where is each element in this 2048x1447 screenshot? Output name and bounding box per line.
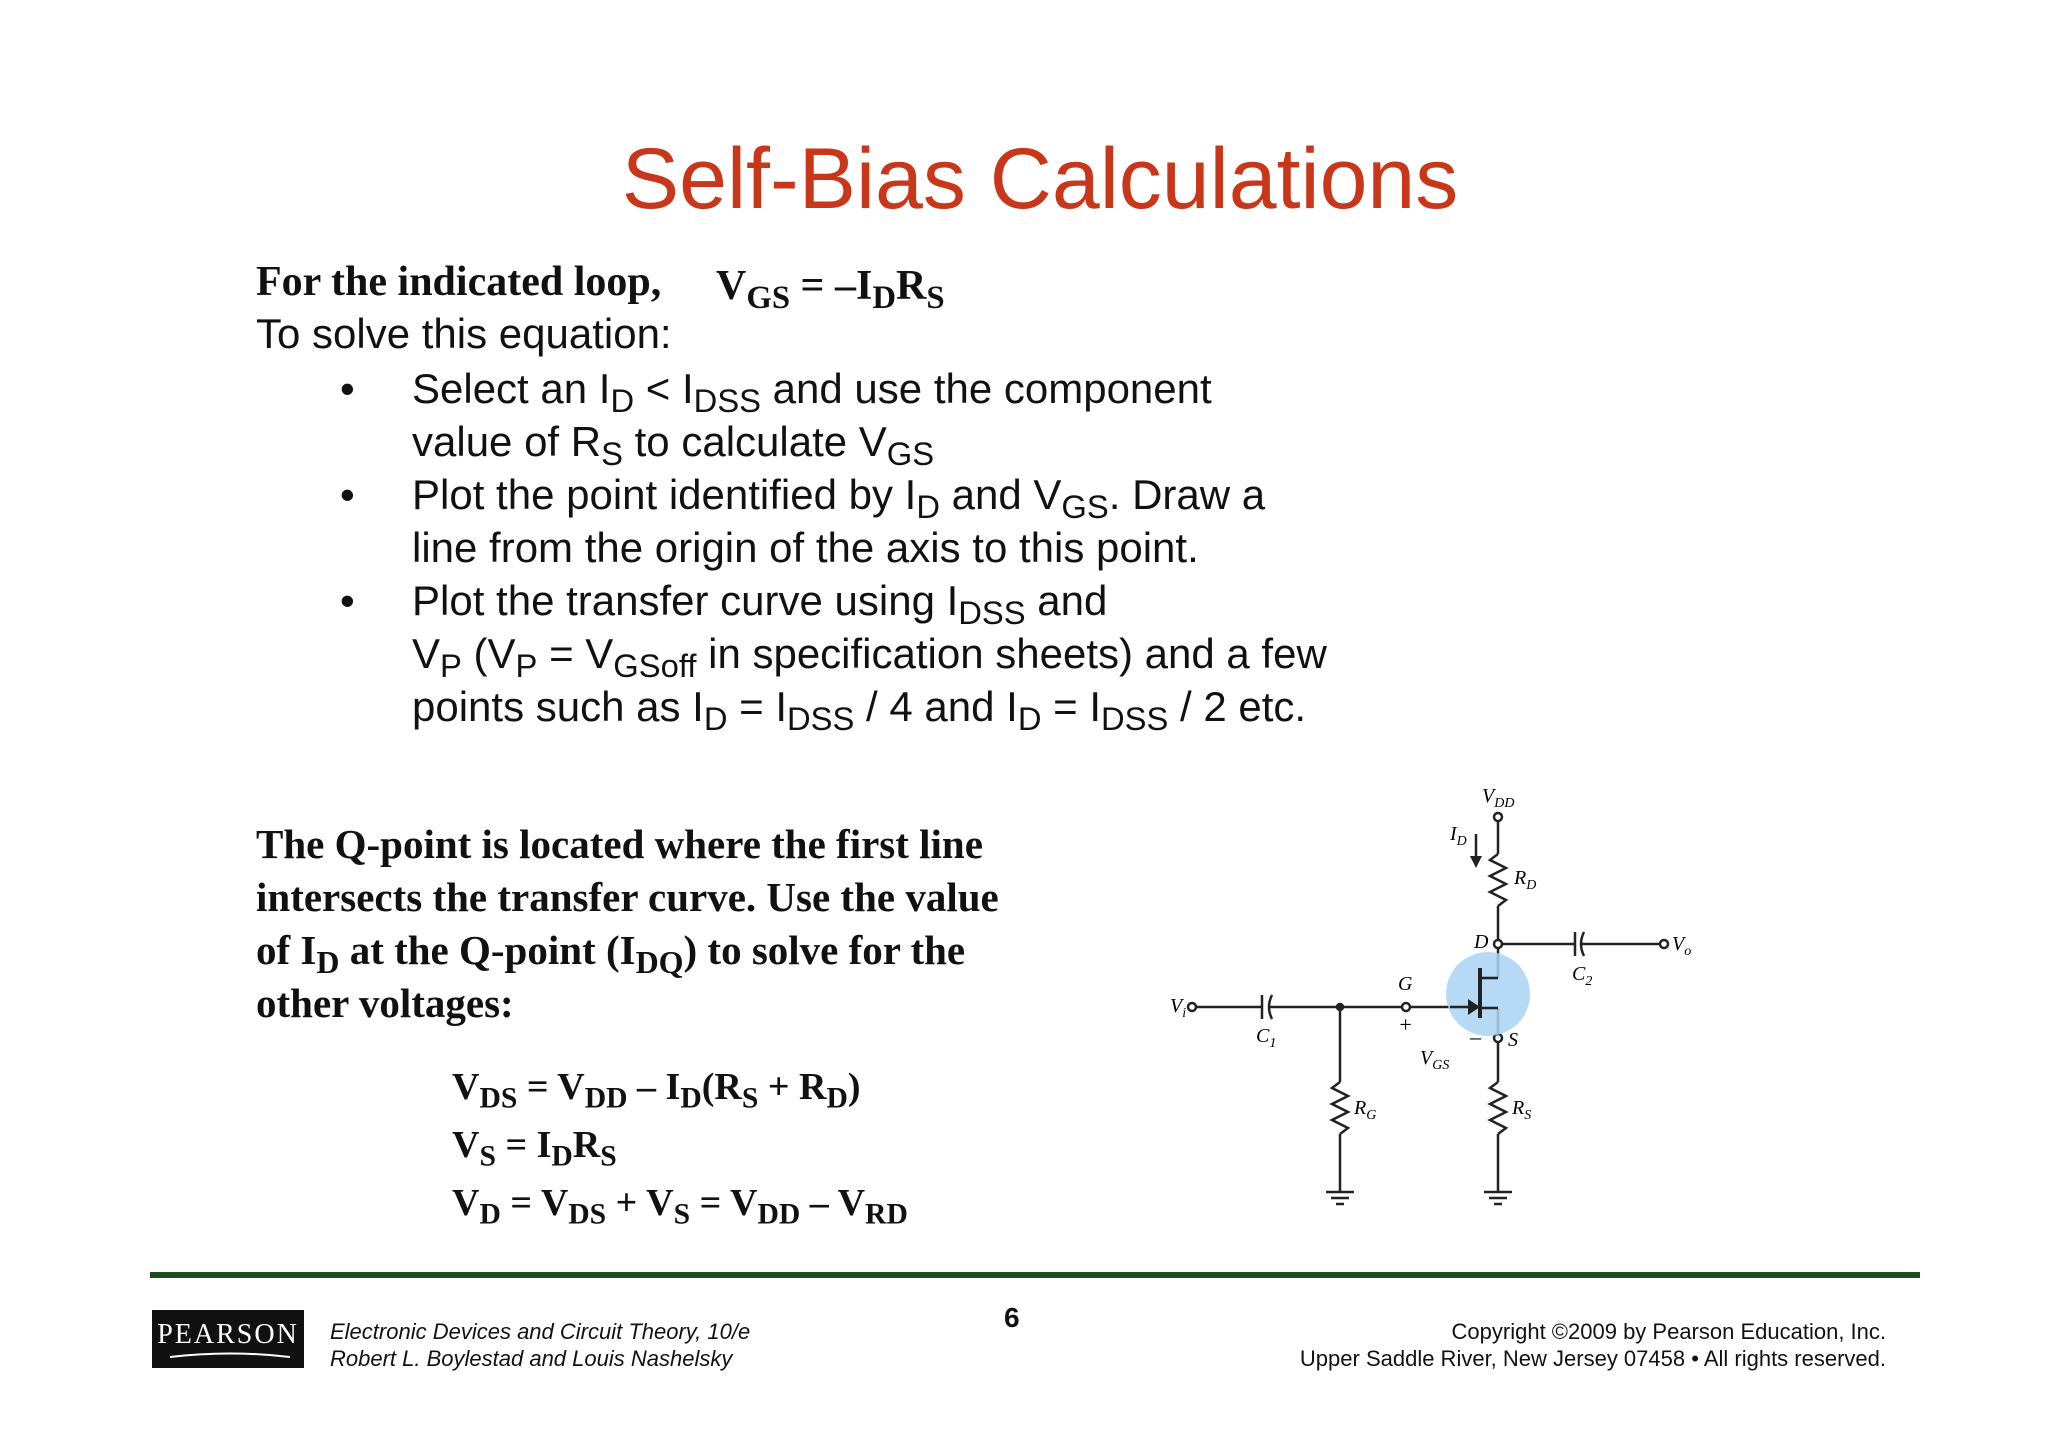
footer-copyright xyxy=(1300,1318,1886,1372)
c1-label: $C_1$ xyxy=(1256,1025,1277,1051)
vo-label: $V_o$ xyxy=(1672,933,1692,959)
drain-label: D xyxy=(1474,931,1489,953)
vdd-terminal xyxy=(1494,813,1502,821)
book-title: Electronic Devices and Circuit Theory, 10/e xyxy=(330,1319,751,1344)
page-number: 6 xyxy=(1004,1302,1020,1333)
rd-resistor xyxy=(1490,854,1506,906)
source-label: S xyxy=(1508,1029,1518,1051)
rg-label: $R_G$ xyxy=(1354,1097,1377,1123)
pearson-logo: PEARSON xyxy=(152,1310,304,1368)
bullet-2-line-1: Plot the point identified by $I_D$ and $V_{GS}$. Draw a xyxy=(412,471,1266,526)
bullet-item-3 xyxy=(340,574,1440,738)
bullet-list xyxy=(340,362,1440,738)
plus-sign: + xyxy=(1398,1012,1413,1037)
jfet-body xyxy=(1446,952,1530,1036)
logo-swoosh xyxy=(170,1352,290,1358)
bullet-item-2 xyxy=(340,468,1440,574)
bullet-marker: • xyxy=(340,471,355,518)
vo-terminal xyxy=(1660,940,1668,948)
footer-divider xyxy=(150,1272,1920,1278)
vgs-label: $V_{GS}$ xyxy=(1420,1047,1450,1073)
vi-label: $V_i$ xyxy=(1170,995,1187,1021)
solve-text: To solve this equation: xyxy=(256,310,672,357)
self-bias-circuit-diagram xyxy=(1170,782,1710,1222)
footer-book-info xyxy=(330,1318,750,1372)
bullet-3-line-2: $V_P$ ($V_P = V_{GSoff}$ in specification sheets) and a few xyxy=(412,630,1327,685)
gate-label: G xyxy=(1398,973,1413,995)
bullet-3-line-3: points such as $I_D = I_{DSS} / 4$ and $I_D = I_{DSS} / 2$ etc. xyxy=(412,683,1307,738)
qpoint-line-3: of $I_D$ at the Q-point $(I_{DQ})$ to solve for the xyxy=(256,927,966,980)
vs-equation: $V_S = I_DR_S$ xyxy=(452,1124,617,1173)
qpoint-line-4: other voltages: xyxy=(256,980,514,1026)
vgs-equation: $V_{GS} = -I_DR_S$ xyxy=(716,263,945,317)
id-label: $I_D$ xyxy=(1450,823,1467,849)
slide-title: Self-Bias Calculations xyxy=(621,131,1459,227)
qpoint-line-2: intersects the transfer curve. Use the value xyxy=(256,874,999,920)
bullet-item-1 xyxy=(340,362,1440,473)
bullet-1-line-2: value of $R_S$ to calculate $V_{GS}$ xyxy=(412,418,935,473)
rg-resistor xyxy=(1332,1082,1348,1134)
vdd-label: $V_{DD}$ xyxy=(1482,785,1515,811)
gate-node xyxy=(1402,1003,1410,1011)
vi-terminal xyxy=(1188,1003,1196,1011)
qpoint-paragraph xyxy=(256,818,1076,1030)
book-authors: Robert L. Boylestad and Louis Nashelsky xyxy=(330,1346,733,1371)
address-line: Upper Saddle River, New Jersey 07458 • All rights reserved. xyxy=(1299,1346,1886,1371)
rd-label: $R_D$ xyxy=(1514,867,1537,893)
copyright-line: Copyright ©2009 by Pearson Education, Inc. xyxy=(1451,1319,1886,1344)
minus-sign: – xyxy=(1470,1024,1481,1049)
drain-node xyxy=(1494,940,1502,948)
bullet-1-line-1: Select an $I_D < I_{DSS}$ and use the component xyxy=(412,365,1212,420)
bullet-2-line-2: line from the origin of the axis to this point. xyxy=(412,524,1199,571)
bullet-marker: • xyxy=(340,577,355,624)
qpoint-line-1: The Q-point is located where the first line xyxy=(256,821,983,867)
bullet-marker: • xyxy=(340,365,355,412)
c2-label: $C_2$ xyxy=(1572,963,1593,989)
bullet-3-line-1: Plot the transfer curve using $I_{DSS}$ and xyxy=(412,577,1108,632)
voltage-equations xyxy=(452,1058,908,1232)
id-arrow xyxy=(1470,856,1482,868)
vds-equation: $V_{DS} = V_{DD} - I_D(R_S + R_D)$ xyxy=(452,1066,861,1115)
rs-label: $R_S$ xyxy=(1512,1097,1532,1123)
loop-text: For the indicated loop, xyxy=(256,259,662,305)
rs-resistor xyxy=(1490,1082,1506,1134)
vd-equation: $V_D = V_{DS} + V_S = V_{DD} - V_{RD}$ xyxy=(452,1182,908,1231)
